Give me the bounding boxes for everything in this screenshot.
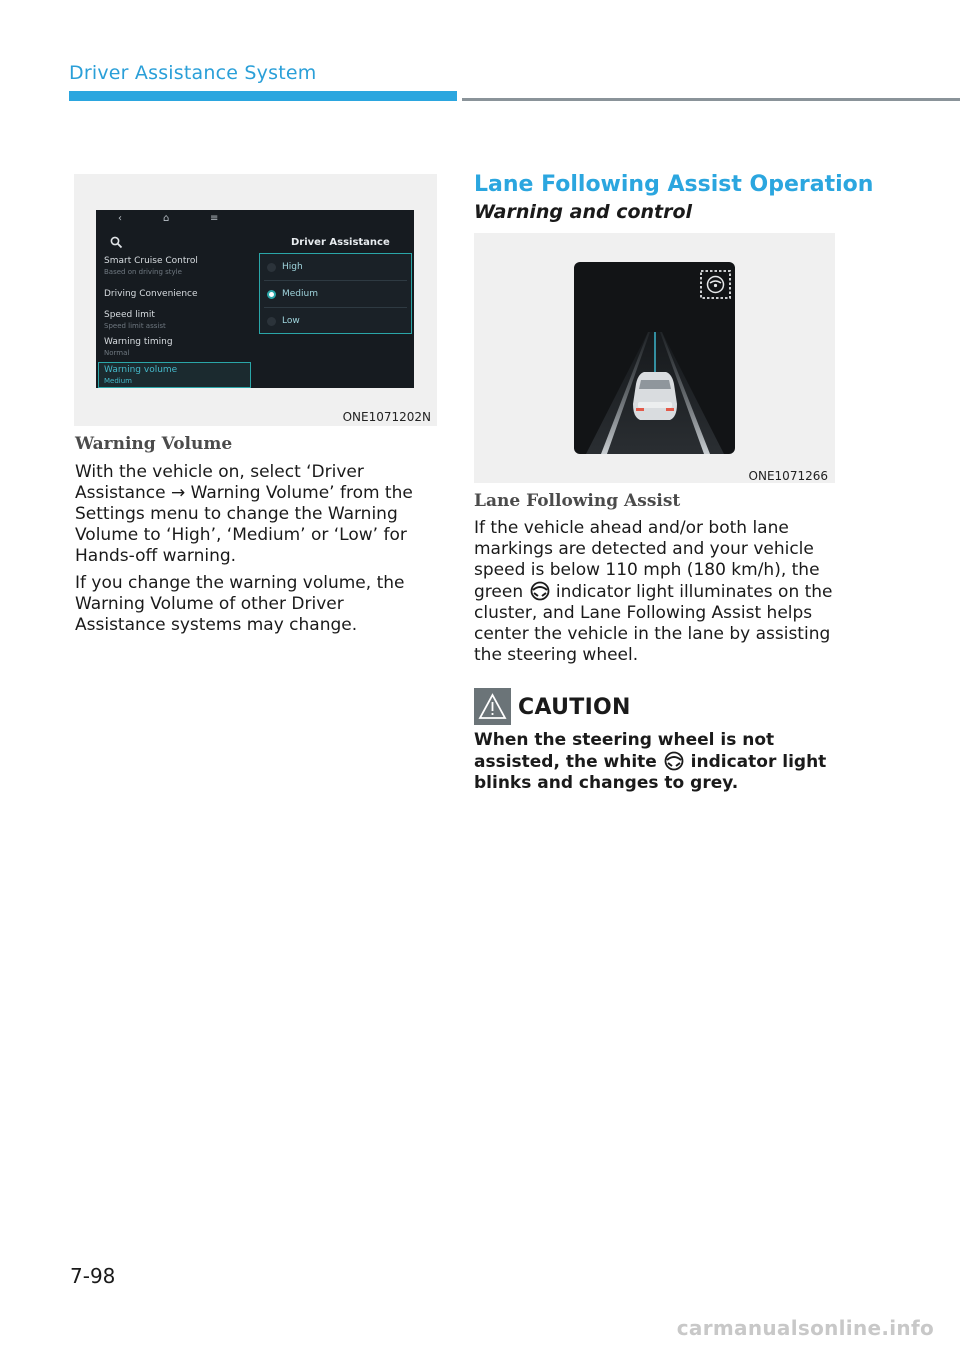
warning-volume-heading: Warning Volume <box>75 434 233 454</box>
back-icon[interactable]: ‹ <box>118 213 122 224</box>
settings-figure <box>74 174 437 426</box>
settings-screen <box>96 210 414 388</box>
steering-wheel-icon <box>529 581 551 601</box>
steering-wheel-icon <box>663 751 685 771</box>
warning-triangle-icon <box>474 688 511 725</box>
menu-item-speed-limit[interactable]: Speed limit Speed limit assist <box>104 310 166 330</box>
cluster-figure <box>474 233 835 483</box>
watermark: carmanualsonline.info <box>676 1316 934 1340</box>
header-rule-grey <box>462 98 960 101</box>
page-number: 7-98 <box>70 1264 116 1288</box>
home-icon[interactable]: ⌂ <box>163 213 170 224</box>
search-icon[interactable] <box>110 236 123 249</box>
radio-low[interactable] <box>267 317 276 326</box>
radio-high[interactable] <box>267 263 276 272</box>
car-icon <box>633 372 677 420</box>
option-medium[interactable]: Medium <box>260 281 411 308</box>
menu-item-warning-timing[interactable]: Warning timing Normal <box>104 337 173 357</box>
lfa-subtitle: Warning and control <box>474 201 693 223</box>
lfa-body: If the vehicle ahead and/or both lane markings are detected and your vehicle speed is below 110 mph (180 km/h), the green indicator light illuminates on the cluster, and Lane Following Assist helps center the vehicle in the lane by assisting the steering wheel. <box>474 518 833 665</box>
section-title: Driver Assistance System <box>69 62 317 84</box>
caution-title: CAUTION <box>518 695 631 720</box>
caution-badge <box>474 688 511 725</box>
option-high[interactable]: High <box>260 254 411 281</box>
menu-item-smart-cruise[interactable]: Smart Cruise Control Based on driving style <box>104 256 198 276</box>
menu-item-driving-convenience[interactable]: Driving Convenience <box>104 289 198 299</box>
volume-options <box>259 253 412 334</box>
menu-item-warning-volume[interactable]: Warning volume Medium <box>98 362 251 388</box>
caution-text: When the steering wheel is not assisted, the white indicator light blinks and changes to grey. <box>474 730 827 793</box>
lfa-title: Lane Following Assist Operation <box>474 172 874 197</box>
radio-medium[interactable] <box>267 290 276 299</box>
screen-topbar <box>96 210 414 230</box>
warning-volume-body <box>75 462 435 642</box>
warning-volume-p1: With the vehicle on, select ‘Driver Assistance → Warning Volume’ from the Settings menu to change the Warning Volume to ‘High’, ‘Medium’ or ‘Low’ for Hands-off warning. <box>75 462 413 566</box>
lfa-heading: Lane Following Assist <box>474 491 681 511</box>
screen-title: Driver Assistance <box>291 237 390 248</box>
steering-wheel-icon <box>708 277 724 293</box>
figure-code: ONE1071266 <box>748 469 828 483</box>
cluster-display <box>574 262 735 454</box>
lane-illustration <box>574 262 735 454</box>
figure-code: ONE1071202N <box>342 410 431 424</box>
menu-icon[interactable]: ≡ <box>210 213 219 224</box>
header-rule-blue <box>69 91 457 101</box>
warning-volume-p2: If you change the warning volume, the Warning Volume of other Driver Assistance systems may change. <box>75 573 405 635</box>
option-low[interactable]: Low <box>260 308 411 335</box>
